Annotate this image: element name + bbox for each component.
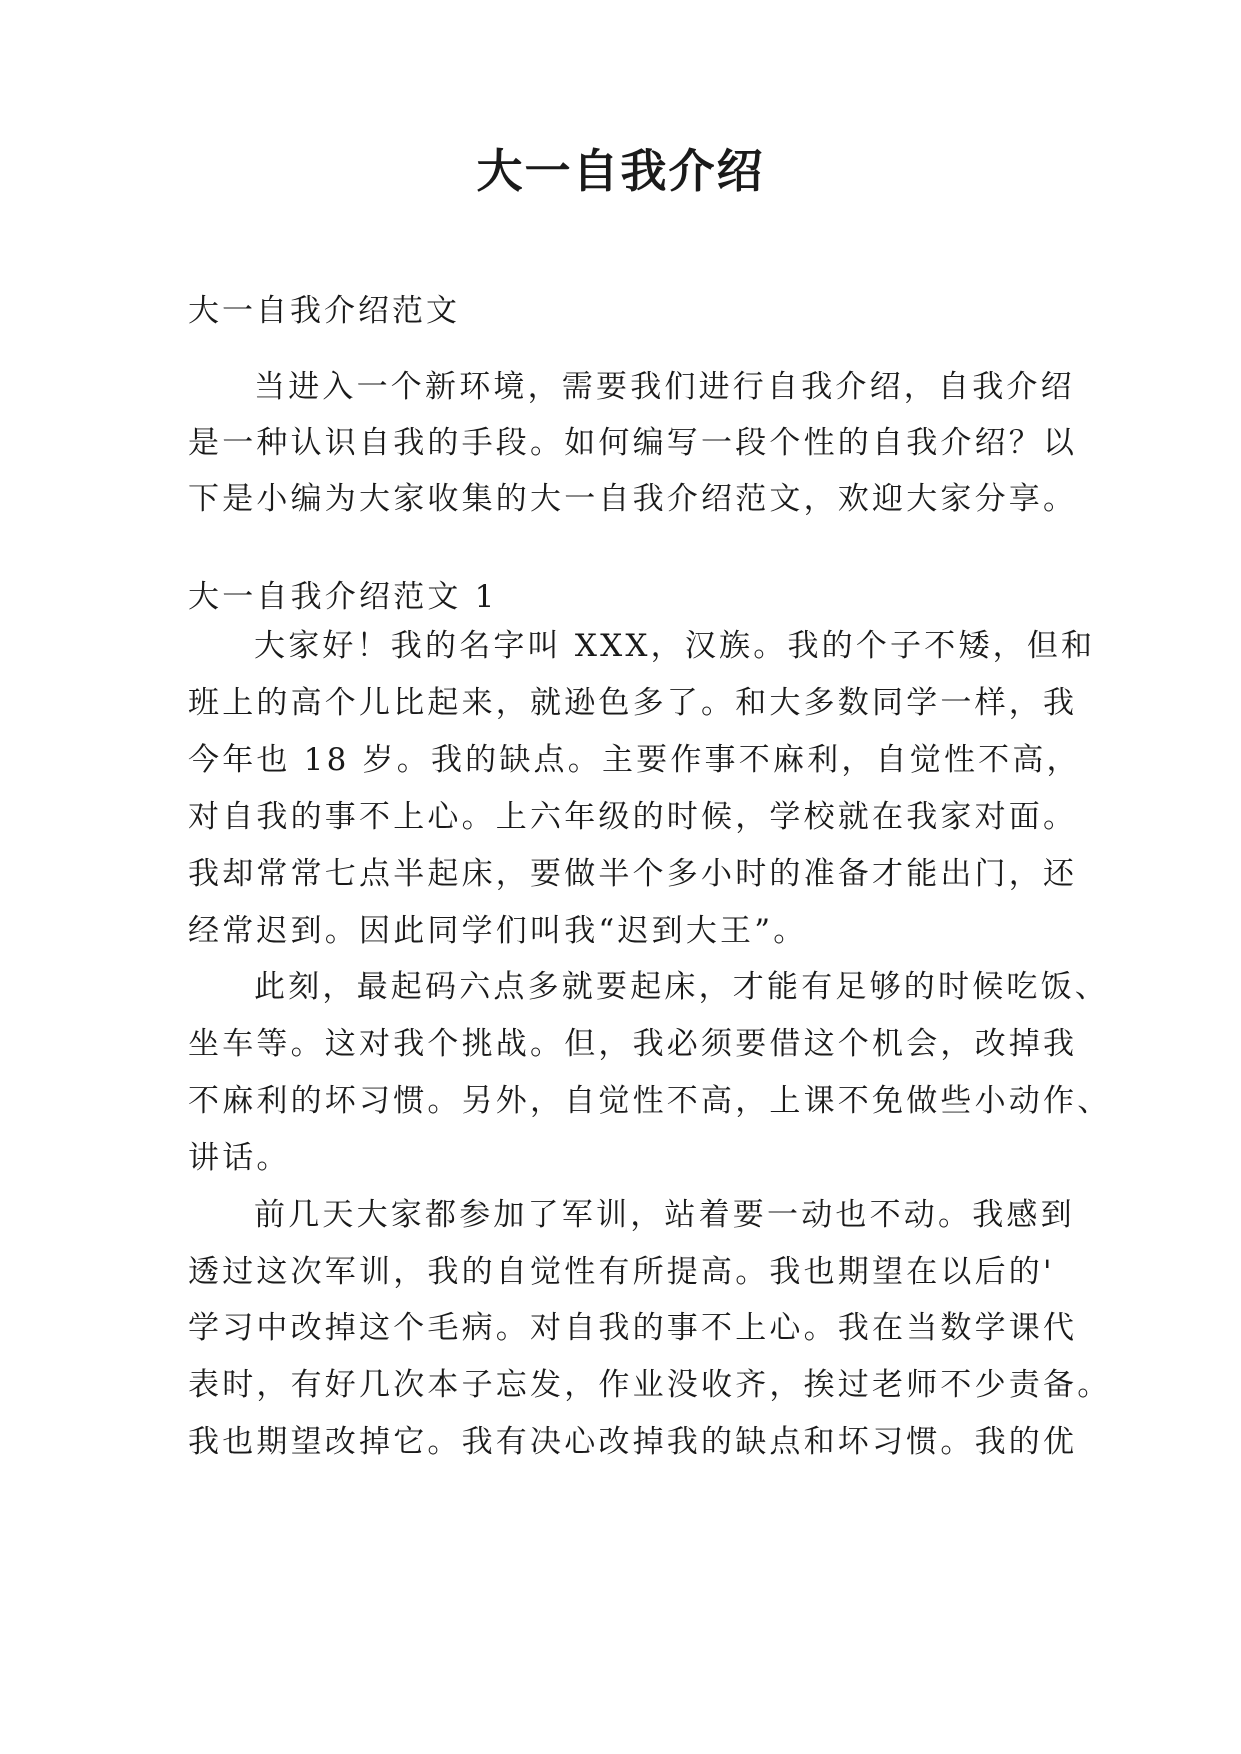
body-line: 讲话。 [188, 1140, 291, 1176]
document-title: 大一自我介绍 [476, 144, 765, 198]
body-line: 坐车等。这对我个挑战。但，我必须要借这个机会，改掉我 [188, 1026, 1078, 1062]
body-line: 我却常常七点半起床，要做半个多小时的准备才能出门，还 [188, 856, 1078, 892]
body-line: 表时，有好几次本子忘发，作业没收齐，挨过老师不少责备。 [188, 1367, 1112, 1403]
body-line: 此刻，最起码六点多就要起床，才能有足够的时候吃饭、 [254, 969, 1109, 1005]
section-heading: 大一自我介绍范文 1 [188, 579, 498, 615]
document-subtitle: 大一自我介绍范文 [188, 293, 460, 329]
body-line: 经常迟到。因此同学们叫我“迟到大王”。 [188, 913, 808, 949]
body-line: 学习中改掉这个毛病。对自我的事不上心。我在当数学课代 [188, 1310, 1078, 1346]
body-line: 前几天大家都参加了军训，站着要一动也不动。我感到 [254, 1197, 1075, 1233]
body-line: 大家好！我的名字叫 XXX，汉族。我的个子不矮，但和 [254, 628, 1096, 664]
intro-line: 下是小编为大家收集的大一自我介绍范文，欢迎大家分享。 [188, 481, 1078, 517]
body-line: 今年也 18 岁。我的缺点。主要作事不麻利，自觉性不高， [188, 742, 1081, 778]
body-line: 不麻利的坏习惯。另外，自觉性不高，上课不免做些小动作、 [188, 1083, 1112, 1119]
body-line: 对自我的事不上心。上六年级的时候，学校就在我家对面。 [188, 799, 1078, 835]
body-line: 班上的高个儿比起来，就逊色多了。和大多数同学一样，我 [188, 685, 1078, 721]
intro-line: 是一种认识自我的手段。如何编写一段个性的自我介绍？以 [188, 425, 1078, 461]
intro-line: 当进入一个新环境，需要我们进行自我介绍，自我介绍 [254, 369, 1075, 405]
body-line: 透过这次军训，我的自觉性有所提高。我也期望在以后的' [188, 1254, 1055, 1290]
body-line: 我也期望改掉它。我有决心改掉我的缺点和坏习惯。我的优 [188, 1424, 1078, 1460]
